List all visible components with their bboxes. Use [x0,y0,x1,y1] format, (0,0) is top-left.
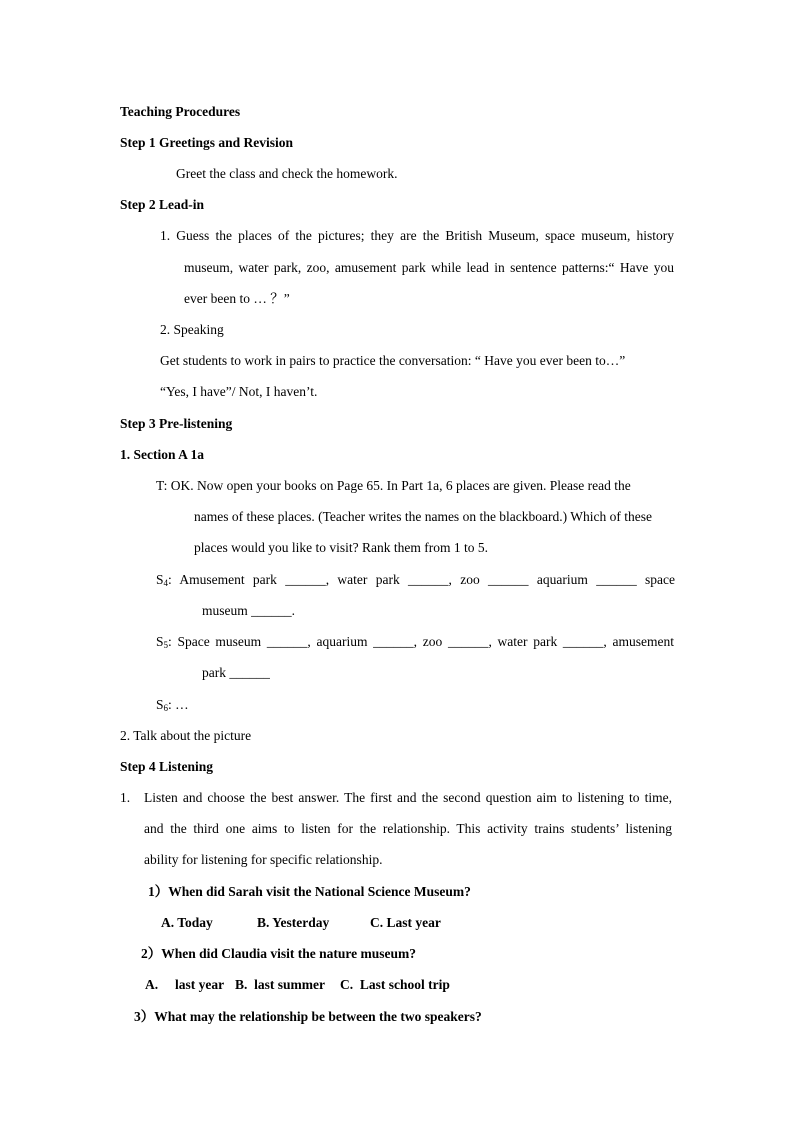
section-a-1a-title: 1. Section A 1a [120,447,205,462]
step2-item1-line1: 1. Guess the places of the pictures; they are the British Museum, space museum, history [160,228,674,243]
question-3: 3）What may the relationship be between the two speakers? [134,1009,482,1024]
question-2-option-b: B. last summer [235,977,325,992]
step1-title: Step 1 Greetings and Revision [120,135,294,150]
student6-text: : … [168,697,189,712]
step1-text: Greet the class and check the homework. [176,166,398,181]
question-1-option-b: B. Yesterday [257,915,330,930]
teacher-line-1: T: OK. Now open your books on Page 65. In Part 1a, 6 places are given. Please read the [156,478,631,493]
student4-line2: museum ______. [202,603,295,618]
teacher-line-3: places would you like to visit? Rank them from 1 to 5. [194,540,488,555]
step2-item1-line2: museum, water park, zoo, amusement park while lead in sentence patterns:“ Have you [184,260,674,275]
page-heading: Teaching Procedures [120,104,241,119]
question-2-option-c: C. Last school trip [340,977,450,992]
step3-title: Step 3 Pre-listening [120,416,233,431]
step4-item-number: 1. [120,790,131,805]
question-1-option-c: C. Last year [370,915,441,930]
question-2: 2）When did Claudia visit the nature museum? [141,946,417,961]
student6-label: S [156,697,164,712]
step4-para-line3: ability for listening for specific relationship. [144,852,383,867]
student5-text: : Space museum ______, aquarium ______, zoo ______, water park ______, amusement [168,634,674,649]
question-1: 1）When did Sarah visit the National Science Museum? [148,884,471,899]
student5-subscript: 5 [163,640,169,650]
student4-text: : Amusement park ______, water park ______, zoo ______ aquarium ______ space [168,572,675,587]
teacher-line-2: names of these places. (Teacher writes the names on the blackboard.) Which of these [194,509,652,524]
student6-subscript: 6 [163,703,169,713]
step2-item2-label: 2. Speaking [160,322,224,337]
step2-item2-line1: Get students to work in pairs to practice the conversation: “ Have you ever been to…” [160,353,626,368]
step4-para-line2: and the third one aims to listen for the relationship. This activity trains students’ listening [144,821,672,836]
step2-item1-line3: ever been to … ？” [184,291,290,306]
step4-para-line1: Listen and choose the best answer. The first and the second question aim to listening to time, [144,790,672,805]
student5-line1 [156,634,674,650]
student6-line [156,697,189,713]
student5-line2: park ______ [202,665,270,680]
student4-subscript: 4 [163,578,169,588]
step2-title: Step 2 Lead-in [120,197,205,212]
student5-label: S [156,634,164,649]
question-1-option-a: A. Today [161,915,213,930]
student4-label: S [156,572,164,587]
talk-about-picture: 2. Talk about the picture [120,728,252,743]
step2-item2-line2: “Yes, I have”/ Not, I haven’t. [160,384,318,399]
question-2-option-a: A. last year [145,977,225,992]
step4-title: Step 4 Listening [120,759,214,774]
student4-line1 [156,572,675,588]
